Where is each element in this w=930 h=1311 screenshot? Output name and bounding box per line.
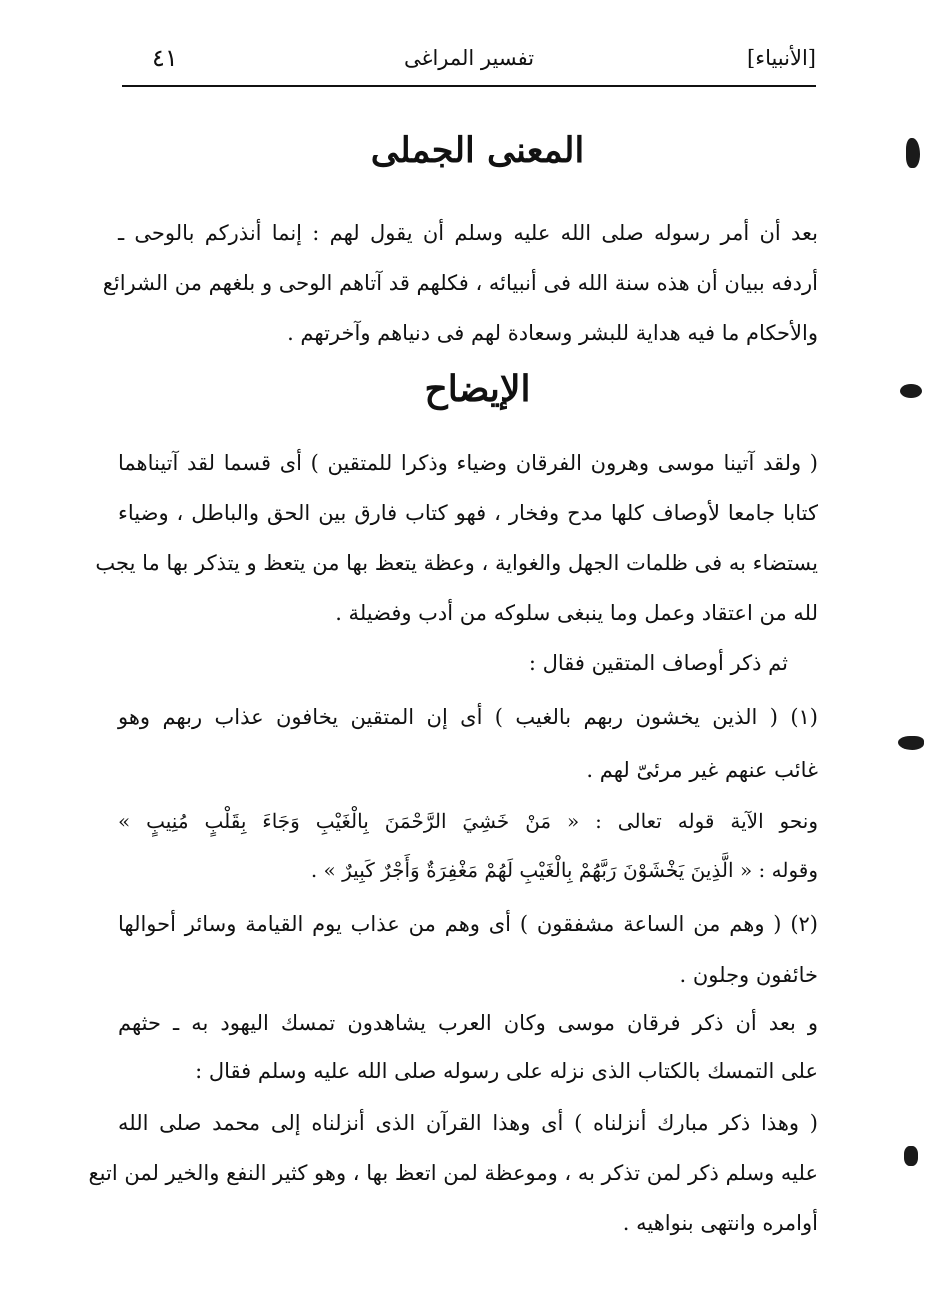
text-line: ثم ذكر أوصاف المتقين فقال : — [528, 651, 788, 675]
book-title: تفسير المراغى — [403, 46, 535, 70]
text-line: على التمسك بالكتاب الذى نزله على رسوله صلى الله عليه وسلم فقال : — [195, 1059, 818, 1083]
text-line: (٢) ( وهم من الساعة مشفقون ) أى وهم من عذاب يوم القيامة وسائر أحوالها — [118, 912, 818, 936]
header-rule — [122, 85, 816, 87]
page-number: ٤١ — [152, 44, 178, 72]
scan-mark — [898, 736, 924, 750]
text-line: أوامره وانتهى بنواهيه . — [622, 1211, 818, 1235]
text-line: لله من اعتقاد وعمل وما ينبغى سلوكه من أدب وفضيلة . — [335, 601, 818, 625]
text-line: و بعد أن ذكر فرقان موسى وكان العرب يشاهدون تمسك اليهود به ـ حثهم — [118, 1011, 818, 1035]
text-line: بعد أن أمر رسوله صلى الله عليه وسلم أن يقول لهم : إنما أنذركم بالوحى ـ — [118, 221, 818, 245]
text-line: عليه وسلم ذكر لمن تذكر به ، وموعظة لمن اتعظ بها ، وهو كثير النفع والخير لمن اتبع — [88, 1161, 818, 1185]
scan-mark — [900, 384, 922, 398]
text-line: غائب عنهم غير مرئىّ لهم . — [586, 758, 818, 782]
chapter-name: [الأنبياء] — [747, 46, 816, 70]
running-header — [122, 42, 816, 82]
text-line: ونحو الآية قوله تعالى : « مَنْ خَشِيَ الرَّحْمَنَ بِالْغَيْبِ وَجَاءَ بِقَلْبٍ مُنِيبٍ » — [118, 809, 818, 833]
section-heading-explanation: الإيضاح — [424, 368, 531, 410]
text-line: (١) ( الذين يخشون ربهم بالغيب ) أى إن المتقين يخافون عذاب ربهم وهو — [118, 705, 818, 729]
text-line: أردفه ببيان أن هذه سنة الله فى أنبيائه ، فكلهم قد آتاهم الوحى و بلغهم من الشرائع — [102, 271, 818, 295]
scan-mark — [904, 1146, 918, 1166]
text-line: كتابا جامعا لأوصاف كلها مدح وفخار ، فهو كتاب فارق بين الحق والباطل ، وضياء — [118, 501, 818, 525]
text-line: والأحكام ما فيه هداية للبشر وسعادة لهم فى دنياهم وآخرتهم . — [287, 321, 818, 345]
section-heading-general-meaning: المعنى الجملى — [370, 130, 585, 171]
scan-mark — [906, 138, 920, 168]
text-line: ( وهذا ذكر مبارك أنزلناه ) أى وهذا القرآن الذى أنزلناه إلى محمد صلى الله — [118, 1111, 818, 1135]
text-line: يستضاء به فى ظلمات الجهل والغواية ، وعظة يتعظ بها من يتعظ و يتذكر بها ما يجب — [95, 551, 818, 575]
text-line: وقوله : « الَّذِينَ يَخْشَوْنَ رَبَّهُمْ بِالْغَيْبِ لَهُمْ مَغْفِرَةٌ وَأَجْرٌ كَبِيرٌ » . — [310, 858, 818, 882]
text-line: خائفون وجلون . — [679, 963, 818, 987]
text-line: ( ولقد آتينا موسى وهرون الفرقان وضياء وذكرا للمتقين ) أى قسما لقد آتيناهما — [118, 451, 818, 475]
